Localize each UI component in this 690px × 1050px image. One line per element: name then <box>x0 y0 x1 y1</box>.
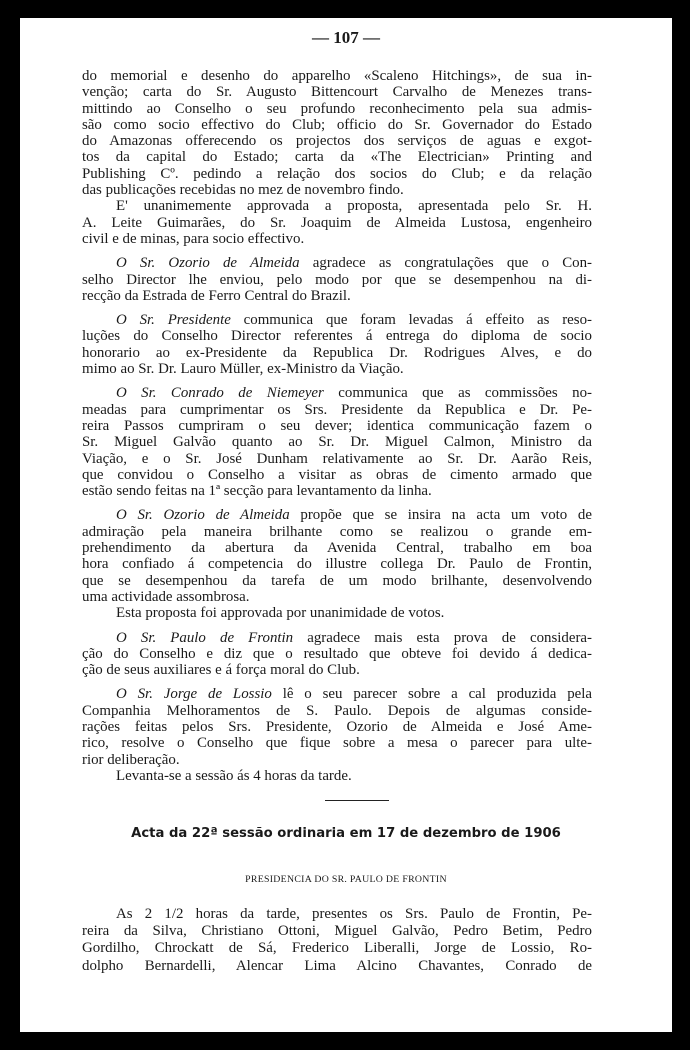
speaker-name: O Sr. Ozorio de Almeida <box>116 507 290 524</box>
text-line: venção; carta do Sr. Augusto Bittencourt Carvalho de Menezes trans- <box>82 84 592 101</box>
text-line: reira Passos cumpriram o seu dever; identica communicação fazem o <box>82 417 592 434</box>
paragraph-gap <box>82 304 592 312</box>
text-line <box>82 630 592 646</box>
text-line: rações feitas pelos Srs. Presidente, Ozorio de Almeida e José Ame- <box>82 718 592 735</box>
line-text: agradece mais esta prova de considera- <box>293 629 592 646</box>
text-line: mimo ao Sr. Dr. Lauro Müller, ex-Ministro da Viação. <box>82 361 404 378</box>
document-page <box>20 18 672 1032</box>
line-text: communica que as commissões no- <box>323 385 592 402</box>
text-line <box>82 255 592 271</box>
section-divider <box>325 800 389 801</box>
text-line: reira da Silva, Christiano Ottoni, Miguel Galvão, Pedro Betim, Pedro <box>82 923 592 940</box>
text-line: E' unanimemente approvada a proposta, apresentada pelo Sr. H. <box>116 198 592 215</box>
speaker-name: O Sr. Ozorio de Almeida <box>116 255 300 272</box>
text-line: hora confiado á competencia do illustre collega Dr. Paulo de Frontin, <box>82 556 592 573</box>
text-line: meadas para cumprimentar os Srs. Presidente da Republica e Dr. Pe- <box>82 401 592 418</box>
text-line: recção da Estrada de Ferro Central do Brazil. <box>82 287 351 304</box>
text-line <box>82 507 592 523</box>
page-number: — 107 — <box>312 28 380 47</box>
text-line <box>82 312 592 328</box>
text-line: Esta proposta foi approvada por unanimidade de votos. <box>116 605 445 622</box>
speaker-name: O Sr. Presidente <box>116 312 231 329</box>
text-line: rior deliberação. <box>82 751 180 768</box>
paragraph-gap <box>82 499 592 507</box>
text-line: Viação, e o Sr. José Dunham relativamente ao Sr. Dr. Aarão Reis, <box>82 450 592 467</box>
section-subtitle: PRESIDENCIA DO SR. PAULO DE FRONTIN <box>245 874 447 885</box>
text-line: tos da capital do Estado; carta da «The Electrician» Printing and <box>82 149 592 166</box>
text-line: estão sendo feitas na 1ª secção para levantamento da linha. <box>82 483 432 500</box>
text-line: prehendimento da abertura da Avenida Central, trabalho em boa <box>82 540 592 557</box>
text-line: ção do Conselho e diz que o resultado que obteve foi devido á dedica- <box>82 645 592 662</box>
line-text: agradece as congratulações que o Con- <box>299 255 592 272</box>
text-line: dolpho Bernardelli, Alencar Lima Alcino Chavantes, Conrado de <box>82 957 592 974</box>
text-line: que convidou o Conselho a visitar as obras de cimento armado que <box>82 466 592 483</box>
text-line: luções do Conselho Director referentes á entrega do diploma de socio <box>82 328 592 345</box>
text-line: são como socio effectivo do Club; officio do Sr. Governador do Estado <box>82 116 592 133</box>
paragraph-gap <box>82 678 592 686</box>
paragraph-gap <box>82 247 592 255</box>
text-line <box>82 686 592 702</box>
speaker-name: O Sr. Paulo de Frontin <box>116 629 294 646</box>
text-line: do memorial e desenho do apparelho «Scaleno Hitchings», de sua in- <box>82 68 592 84</box>
section-title: Acta da 22ª sessão ordinaria em 17 de dezembro de 1906 <box>131 826 561 841</box>
text-line: ção de seus auxiliares e á força moral do Club. <box>82 662 360 679</box>
text-line: mittindo ao Conselho o seu profundo reconhecimento pela sua admis- <box>82 100 592 117</box>
minutes-body-text <box>82 68 592 784</box>
text-line: Sr. Miguel Galvão quanto ao Sr. Dr. Miguel Calmon, Ministro da <box>82 434 592 451</box>
text-line: do Amazonas offerecendo os projectos dos serviços de aguas e exgot- <box>82 133 592 150</box>
text-line: Gordilho, Chrockatt de Sá, Frederico Liberalli, Jorge de Lossio, Ro- <box>82 940 592 957</box>
paragraph-gap <box>82 622 592 630</box>
speaker-name: O Sr. Conrado de Niemeyer <box>116 385 324 402</box>
text-line: Publishing Cº. pedindo a relação dos socios do Club; e da relação <box>82 165 592 182</box>
speaker-name: O Sr. Jorge de Lossio <box>116 686 272 703</box>
text-line: que se desempenhou da tarefa de um modo brilhante, desenvolvendo <box>82 572 592 589</box>
line-text: propõe que se insira na acta um voto de <box>289 507 592 524</box>
text-line: uma actividade assombrosa. <box>82 588 250 605</box>
text-line: A. Leite Guimarães, do Sr. Joaquim de Almeida Lustosa, engenheiro <box>82 214 592 231</box>
text-line: rico, resolve o Conselho que fique sobre a mesa o parecer para ulte- <box>82 735 592 752</box>
text-line: honorario ao ex-Presidente da Republica Dr. Rodrigues Alves, e do <box>82 344 592 361</box>
text-line: Levanta-se a sessão ás 4 horas da tarde. <box>116 767 352 784</box>
line-text: communica que foram levadas á effeito as reso- <box>230 312 592 329</box>
text-line: admiração pela maneira brilhante como se realizou o grande em- <box>82 523 592 540</box>
session-body-text <box>82 906 592 975</box>
text-line: civil e de minas, para socio effectivo. <box>82 230 305 247</box>
text-line <box>82 385 592 401</box>
line-text: lê o seu parecer sobre a cal produzida pela <box>271 686 592 703</box>
text-line: Companhia Melhoramentos de S. Paulo. Depois de algumas conside- <box>82 702 592 719</box>
text-line: selho Director lhe enviou, pelo modo por que se desempenhou na di- <box>82 271 592 288</box>
text-line: das publicações recebidas no mez de novembro findo. <box>82 182 404 199</box>
text-line: As 2 1/2 horas da tarde, presentes os Srs. Paulo de Frontin, Pe- <box>116 906 592 922</box>
paragraph-gap <box>82 377 592 385</box>
